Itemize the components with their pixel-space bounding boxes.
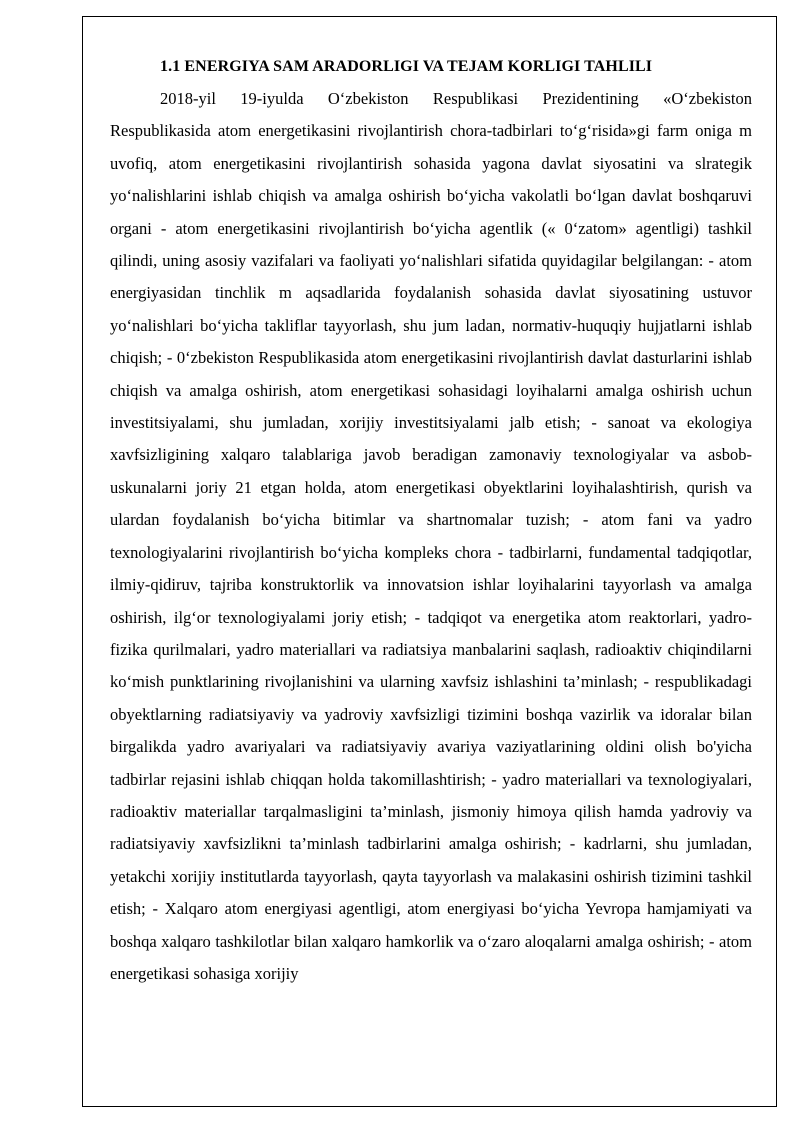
document-body bbox=[110, 50, 752, 990]
body-paragraph: 2018-yil 19-iyulda O‘zbekiston Respublikasi Prezidentining «O‘zbekiston Respublikasida atom energetikasini rivojlantirish chora-tadbirlari to‘g‘risida»gi farm oniga m uvofiq, atom energetikasini rivojlantirish sohasida yagona davlat siyosatini va slrategik yo‘nalishlarini ishlab chiqish va amalga oshirish bo‘yicha vakolatli bo‘lgan davlat boshqaruvi organi - atom energetikasini rivojlantirish bo‘yicha agentlik (« 0‘zatom» agentligi) tashkil qilindi, uning asosiy vazifalari va faoliyati yo‘nalishlari sifatida quyidagilar belgilangan: - atom energiyasidan tinchlik m aqsadlarida foydalanish sohasida davlat siyosatining ustuvor yo‘nalishlari bo‘yicha takliflar tayyorlash, shu jum ladan, normativ-huquqiy hujjatlarni ishlab chiqish; - 0‘zbekiston Respublikasida atom energetikasini rivojlantirish davlat dasturlarini ishlab chiqish va amalga oshirish, atom energetikasi sohasidagi loyihalarni amalga oshirish uchun investitsiyalami, shu jumladan, xorijiy investitsiyalami jalb etish; - sanoat va ekologiya xavfsizligining xalqaro talablariga javob beradigan zamonaviy texnologiyalar va asbob-uskunalarni joriy 21 etgan holda, atom energetikasi obyektlarini loyihalashtirish, qurish va ulardan foydalanish bo‘yicha bitimlar va shartnomalar tuzish; - atom fani va yadro texnologiyalarini rivojlantirish bo‘yicha kompleks chora - tadbirlarni, fundamental tadqiqotlar, ilmiy-qidiruv, tajriba konstruktorlik va innovatsion ishlar loyihalarini tayyorlash va amalga oshirish, ilg‘or texnologiyalami joriy etish; - tadqiqot va energetika atom reaktorlari, yadro-fizika qurilmalari, yadro materiallari va radiatsiya manbalarini saqlash, radioaktiv chiqindilarni ko‘mish punktlarining rivojlanishini va ularning xavfsiz ishlashini ta’minlash; - respublikadagi obyektlarning radiatsiyaviy va yadroviy xavfsizligi tizimini boshqa vazirlik va idoralar bilan birgalikda yadro avariyalari va radiatsiyaviy avariya vaziyatlarining oldini olish bo'yicha tadbirlar rejasini ishlab chiqqan holda takomillashtirish; - yadro materiallari va texnologiyalari, radioaktiv materiallar tarqalmasligini ta’minlash, jismoniy himoya qilish hamda yadroviy va radiatsiyaviy xavfsizlikni ta’minlash tadbirlarini amalga oshirish; - kadrlarni, shu jumladan, yetakchi xorijiy institutlarda tayyorlash, qayta tayyorlash va malakasini oshirish tizimini tashkil etish; - Xalqaro atom energiyasi agentligi, atom energiyasi bo‘yicha Yevropa hamjamiyati va boshqa xalqaro tashkilotlar bilan xalqaro hamkorlik va o‘zaro aloqalarni amalga oshirish; - atom energetikasi sohasiga xorijiy bbox=[110, 89, 752, 983]
section-heading: 1.1 ENERGIYA SAM ARADORLIGI VA TEJAM KORLIGI TAHLILI bbox=[160, 58, 653, 75]
